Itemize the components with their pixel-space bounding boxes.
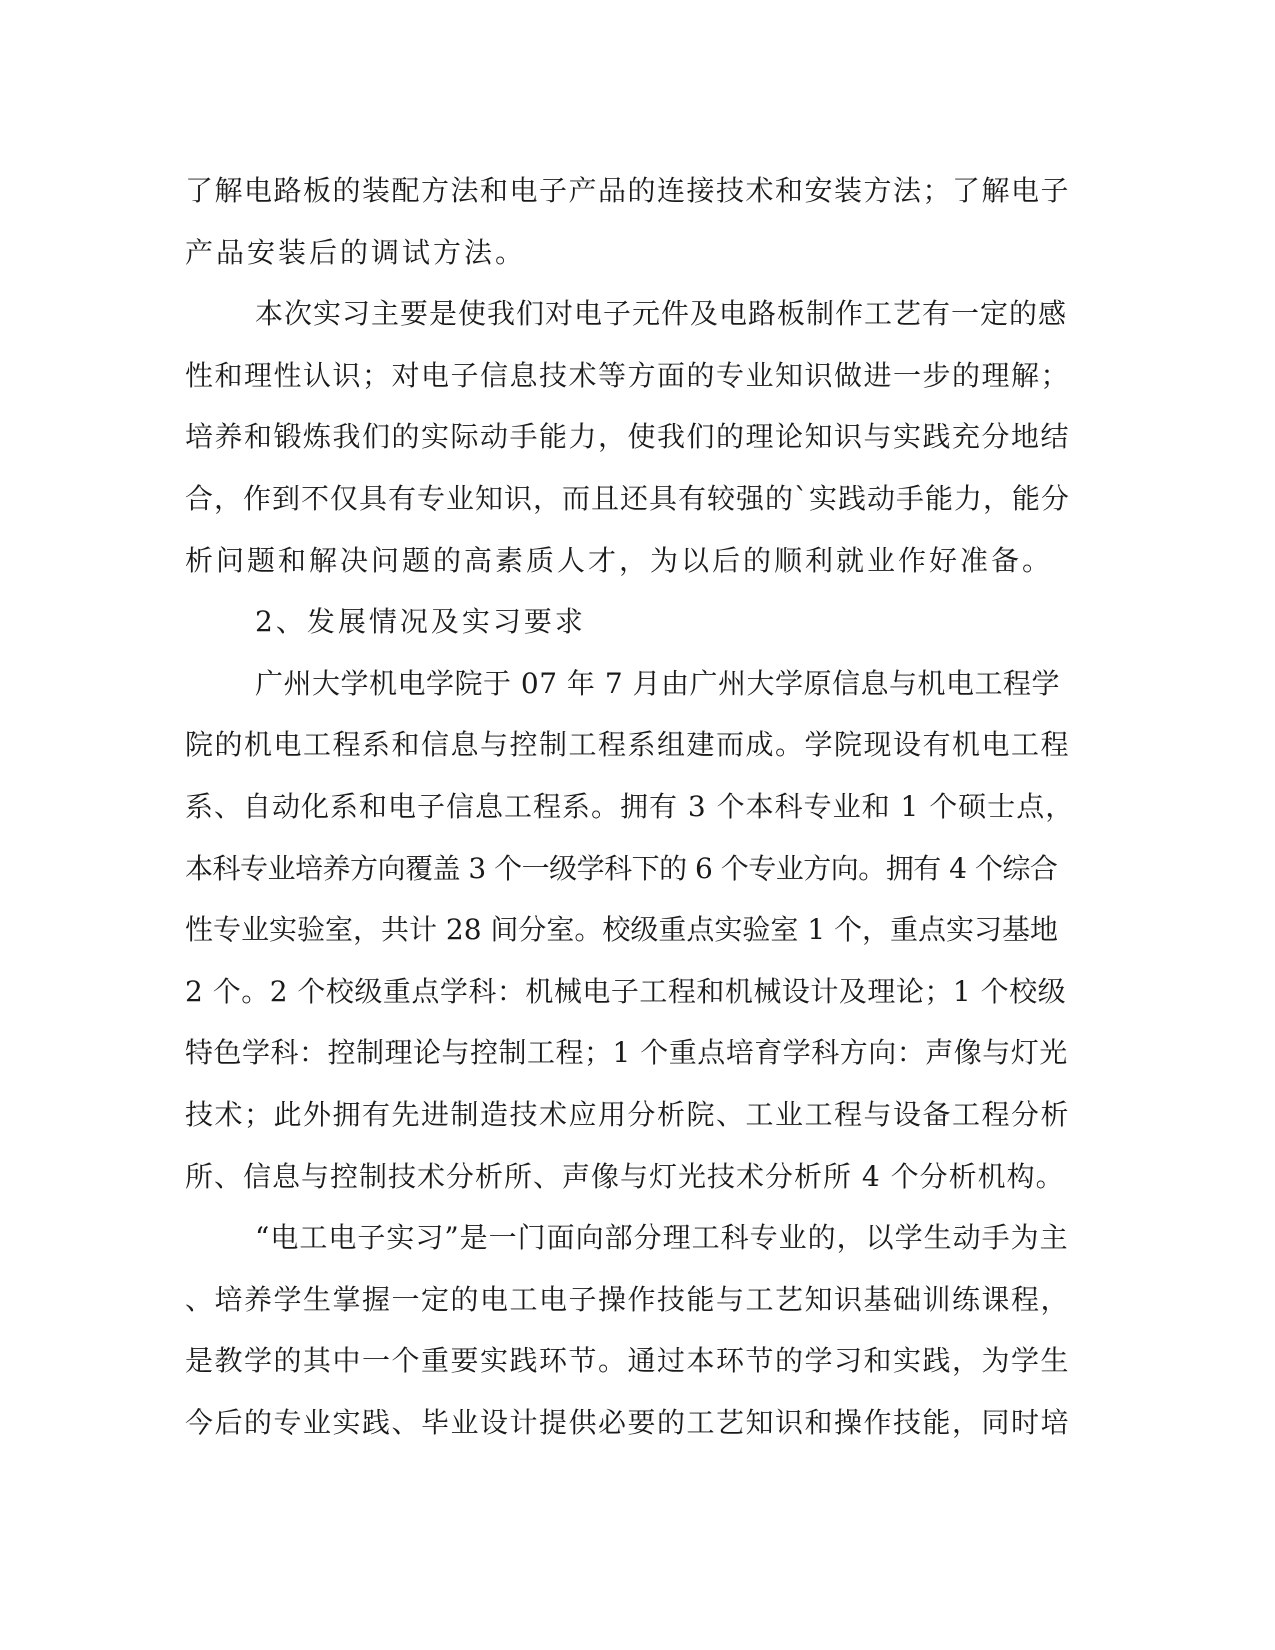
text-line: 培养和锻炼我们的实际动手能力，使我们的理论知识与实践充分地结: [185, 420, 1071, 454]
text-line: 合，作到不仅具有专业知识，而且还具有较强的`实践动手能力，能分: [185, 481, 1071, 515]
text-line: 本科专业培养方向覆盖 3 个一级学科下的 6 个专业方向。拥有 4 个综合: [185, 851, 1058, 885]
text-line: 本次实习主要是使我们对电子元件及电路板制作工艺有一定的感: [255, 297, 1068, 331]
text-line: 院的机电工程系和信息与控制工程系组建而成。学院现设有机电工程: [185, 728, 1071, 762]
text-line: 技术；此外拥有先进制造技术应用分析院、工业工程与设备工程分析: [185, 1097, 1071, 1131]
text-line: 2 个。2 个校级重点学科：机械电子工程和机械设计及理论；1 个校级: [185, 974, 1067, 1008]
text-line: 系、自动化系和电子信息工程系。拥有 3 个本科专业和 1 个硕士点，: [185, 789, 1075, 823]
text-line: 、培养学生掌握一定的电工电子操作技能与工艺知识基础训练课程，: [185, 1282, 1071, 1316]
body-text: [185, 160, 1075, 1453]
section-heading: 2、发展情况及实习要求: [255, 605, 586, 639]
text-line: 了解电路板的装配方法和电子产品的连接技术和安装方法；了解电子: [185, 174, 1071, 207]
text-line: 性专业实验室，共计 28 间分室。校级重点实验室 1 个，重点实习基地: [185, 913, 1059, 947]
text-line: 析问题和解决问题的高素质人才，为以后的顺利就业作好准备。: [185, 543, 1054, 577]
text-line: 性和理性认识；对电子信息技术等方面的专业知识做进一步的理解；: [185, 358, 1071, 392]
text-line: 特色学科：控制理论与控制工程；1 个重点培育学科方向：声像与灯光: [185, 1036, 1068, 1070]
text-line: 广州大学机电学院于 07 年 7 月由广州大学原信息与机电工程学: [255, 666, 1061, 700]
text-line: 是教学的其中一个重要实践环节。通过本环节的学习和实践，为学生: [185, 1344, 1071, 1378]
text-line: 今后的专业实践、毕业设计提供必要的工艺知识和操作技能，同时培: [185, 1405, 1071, 1439]
text-line: 所、信息与控制技术分析所、声像与灯光技术分析所 4 个分析机构。: [185, 1159, 1065, 1193]
text-line: “电工电子实习”是一门面向部分理工科专业的，以学生动手为主: [255, 1221, 1069, 1255]
text-line: 产品安装后的调试方法。: [185, 235, 527, 269]
